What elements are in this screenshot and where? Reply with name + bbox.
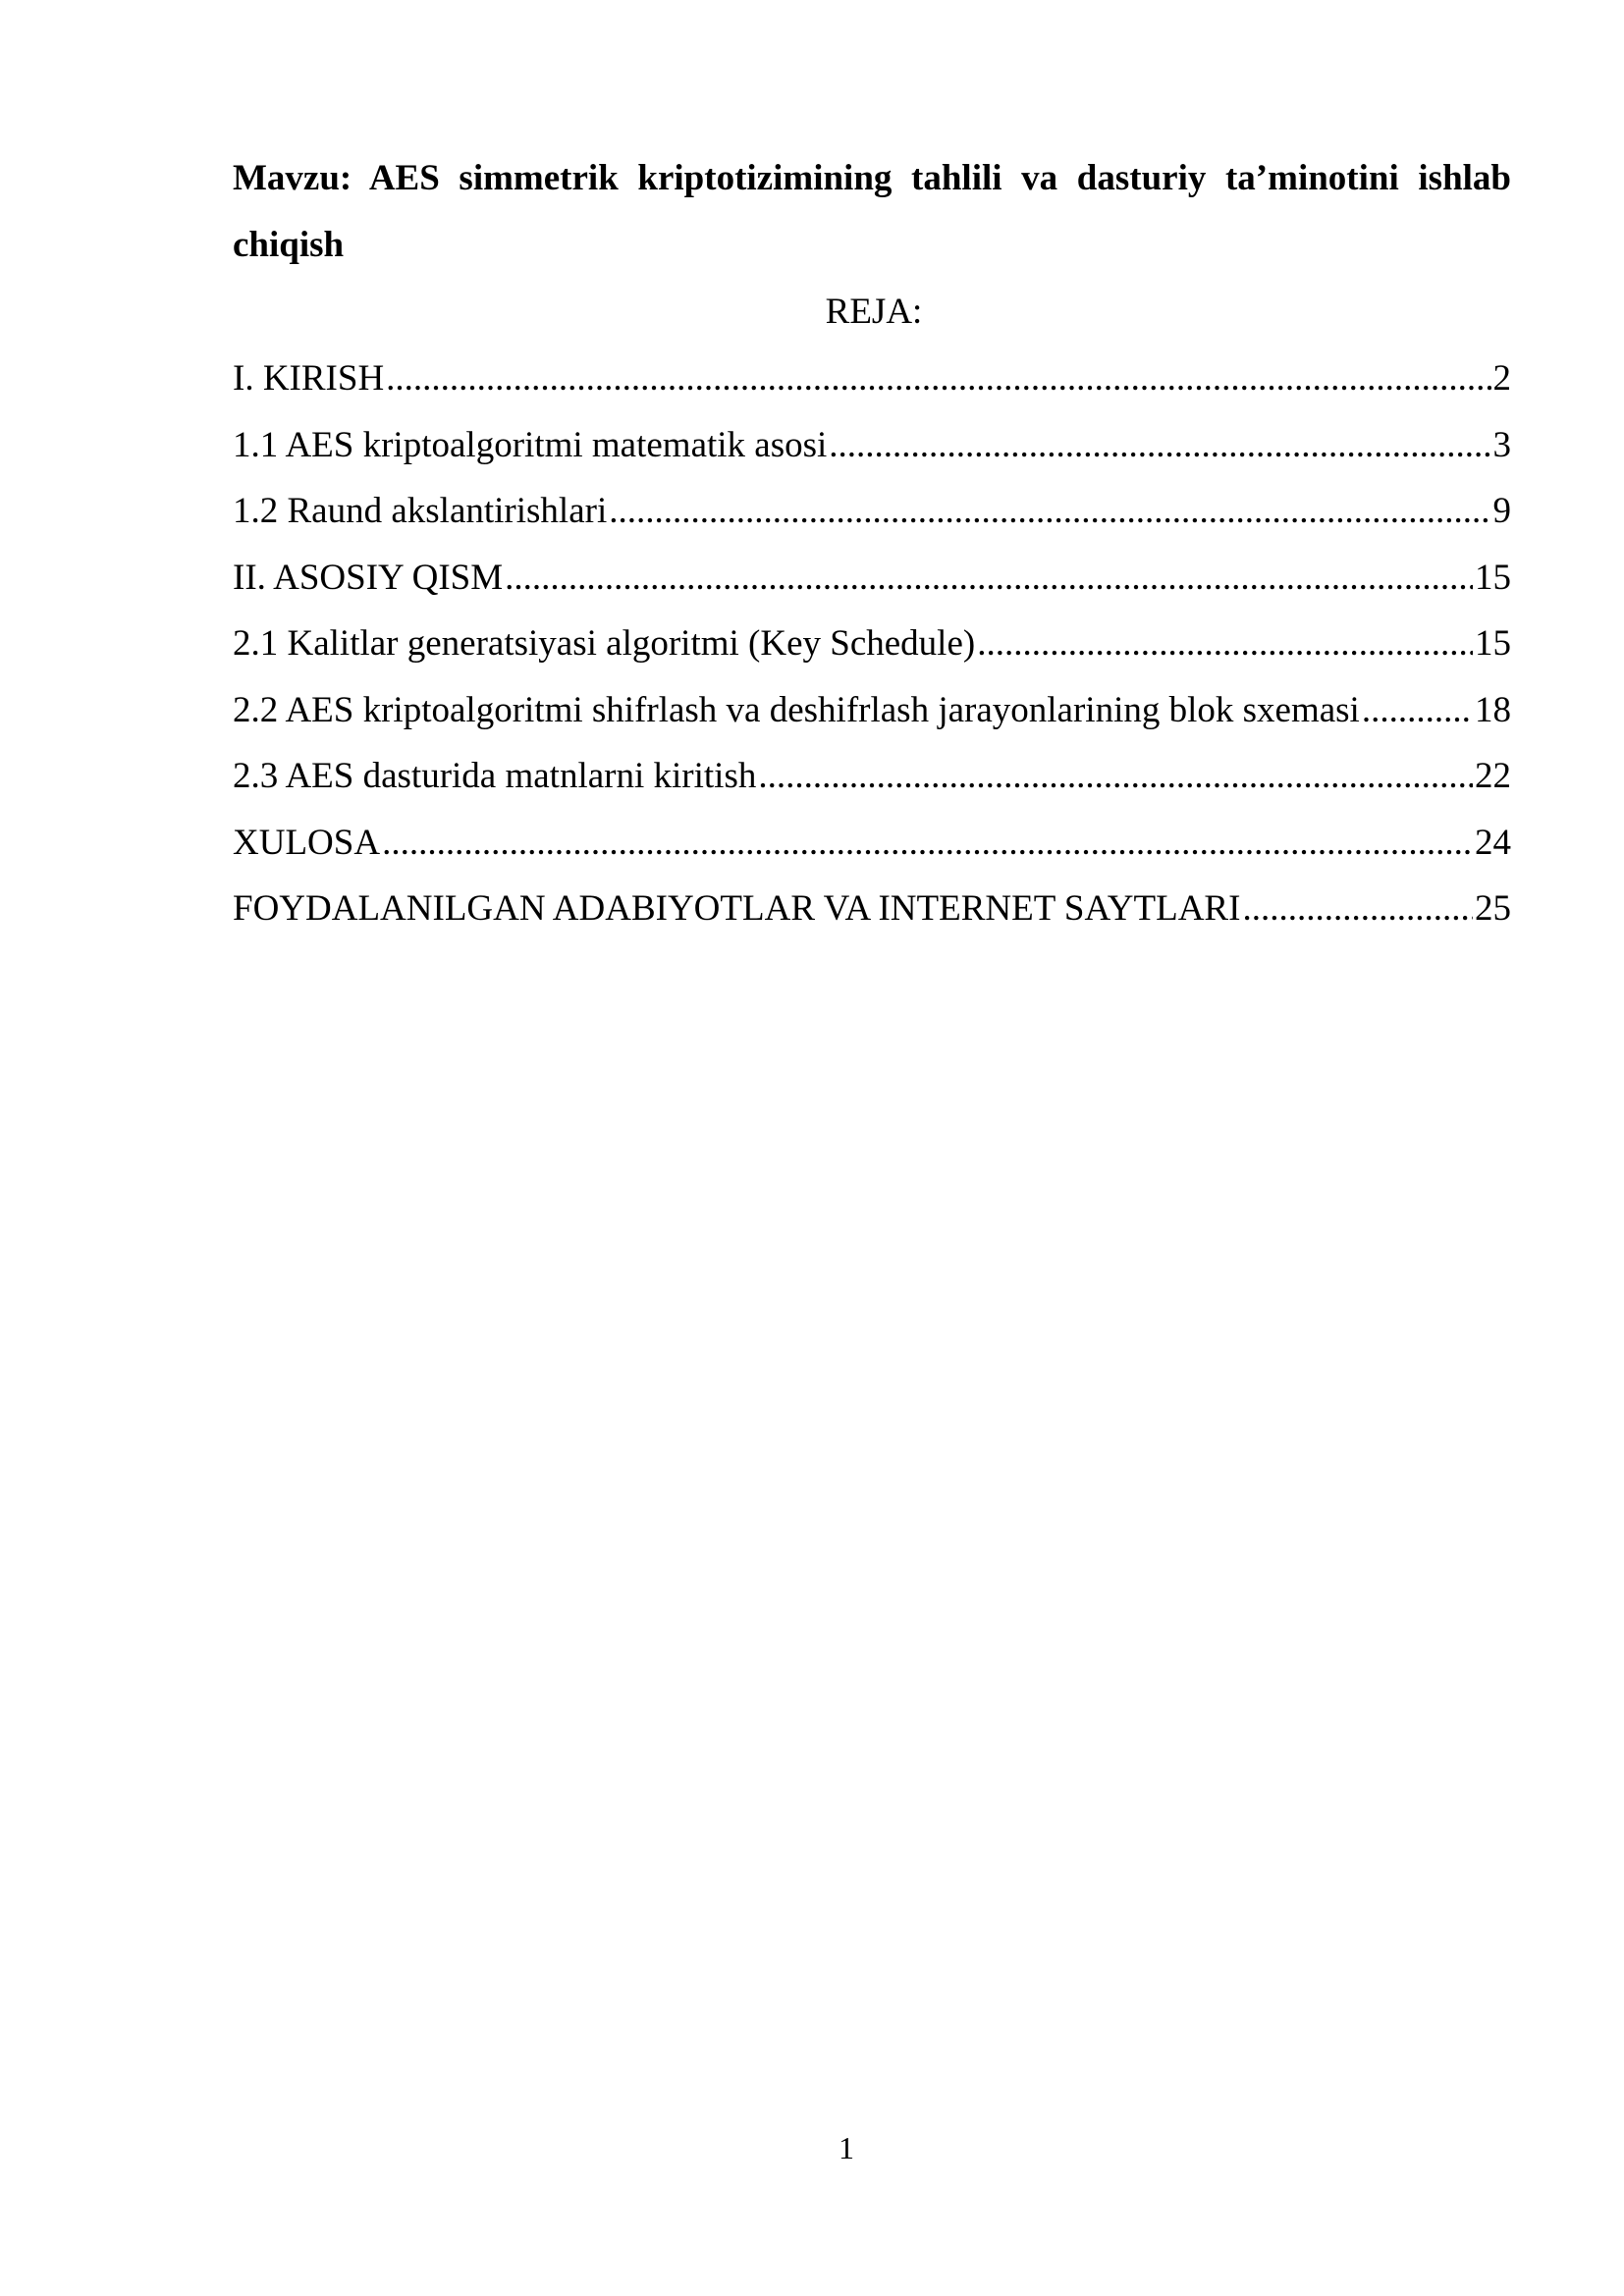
- toc-entry-page: 3: [1492, 424, 1511, 465]
- toc-dot-leader: [382, 810, 1473, 877]
- toc-dot-leader: [829, 412, 1490, 479]
- toc-entry[interactable]: [233, 677, 1511, 744]
- toc-entry[interactable]: [233, 346, 1511, 412]
- toc-entry[interactable]: [233, 743, 1511, 810]
- toc-entry-page: 15: [1475, 557, 1511, 598]
- page-content: [233, 145, 1511, 942]
- toc-entry-label: 1.1 AES kriptoalgoritmi matematik asosi: [233, 424, 828, 465]
- toc-entry-page: 18: [1475, 689, 1511, 730]
- toc-entry[interactable]: [233, 810, 1511, 877]
- toc-entry[interactable]: [233, 412, 1511, 479]
- toc-entry-page: 2: [1492, 358, 1511, 399]
- toc-entry-label: 1.2 Raund akslantirishlari: [233, 491, 608, 531]
- toc-entry-label: II. ASOSIY QISM: [233, 557, 504, 598]
- toc-dot-leader: [758, 743, 1473, 810]
- toc-entry-page: 22: [1475, 756, 1511, 796]
- toc-dot-leader: [1362, 677, 1473, 744]
- toc-dot-leader: [1242, 876, 1473, 942]
- toc-entry-page: 24: [1475, 822, 1511, 863]
- toc-dot-leader: [609, 478, 1490, 545]
- toc-entry-label: FOYDALANILGAN ADABIYOTLAR VA INTERNET SAYTLARI: [233, 888, 1241, 929]
- toc-entry-label: 2.1 Kalitlar generatsiyasi algoritmi (Key Schedule): [233, 623, 976, 664]
- toc-entry-label: 2.2 AES kriptoalgoritmi shifrlash va deshifrlash jarayonlarining blok sxemasi: [233, 689, 1360, 730]
- toc-entry-page: 25: [1475, 888, 1511, 929]
- toc-entry[interactable]: [233, 611, 1511, 677]
- plan-heading: REJA:: [825, 292, 923, 332]
- toc-dot-leader: [977, 611, 1473, 677]
- toc-dot-leader: [505, 545, 1473, 612]
- toc-entry-page: 15: [1475, 623, 1511, 664]
- toc-entry[interactable]: [233, 478, 1511, 545]
- toc-entry-page: 9: [1492, 491, 1511, 531]
- toc-entry[interactable]: [233, 545, 1511, 612]
- toc-entry-label: 2.3 AES dasturida matnlarni kiritish: [233, 756, 757, 796]
- toc-entry-label: XULOSA: [233, 822, 381, 863]
- table-of-contents: [233, 346, 1511, 942]
- page-number: 1: [839, 2130, 854, 2165]
- toc-entry-label: I. KIRISH: [233, 358, 385, 399]
- toc-dot-leader: [386, 346, 1490, 412]
- document-title: Mavzu: AES simmetrik kriptotizimining tahlili va dasturiy ta’minotini ishlab chiqish: [233, 158, 1511, 265]
- toc-entry[interactable]: [233, 876, 1511, 942]
